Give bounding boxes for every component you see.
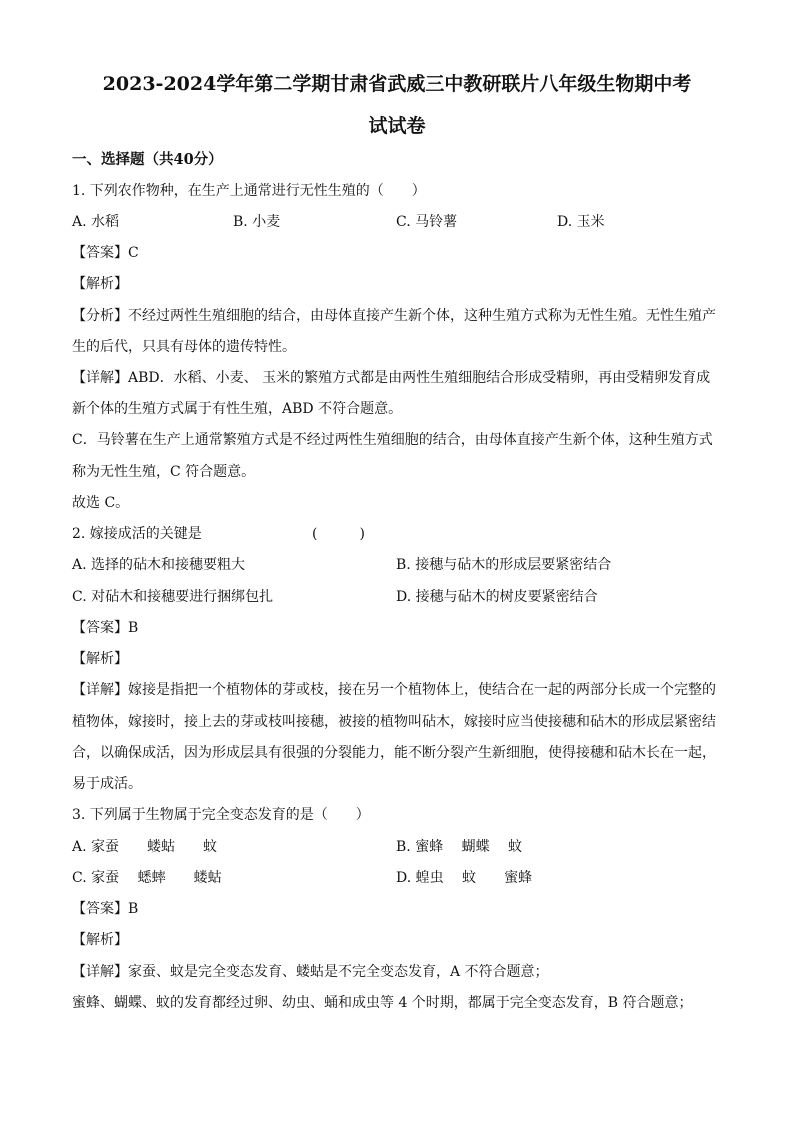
section-heading: 一、选择题（共40分） xyxy=(72,151,223,168)
q3-option-c: C. 家蚕 蟋蟀 蝼蛄 xyxy=(72,870,222,886)
q2-paren: ( ) xyxy=(312,526,365,542)
q2-answer: 【答案】B xyxy=(72,620,139,636)
q1-detail-line-4: 称为无性生殖，C 符合题意。 xyxy=(72,464,256,480)
q1-answer: 【答案】C xyxy=(72,245,139,261)
q1-detail-line-3: C．马铃薯在生产上通常繁殖方式是不经过两性生殖细胞的结合，由母体直接产生新个体，这种生殖方式 xyxy=(72,432,713,448)
q3-answer: 【答案】B xyxy=(72,901,139,917)
q2-option-a: A. 选择的砧木和接穗要粗大 xyxy=(72,557,246,573)
question-2-stem: 2. 嫁接成活的关键是 xyxy=(72,526,202,542)
q3-option-d: D. 蝗虫 蚊 蜜蜂 xyxy=(396,870,533,886)
document-title-line-1: 2023-2024学年第二学期甘肃省武威三中教研联片八年级生物期中考 xyxy=(102,73,692,95)
q2-option-d: D. 接穗与砧木的树皮要紧密结合 xyxy=(396,589,598,605)
q1-fenxi-line-2: 生的后代，只具有母体的遗传特性。 xyxy=(72,339,296,355)
question-3-stem: 3. 下列属于生物属于完全变态发育的是（ ） xyxy=(72,807,370,823)
q1-option-d: D. 玉米 xyxy=(557,214,605,230)
q1-detail-line-1: 【详解】ABD．水稻、小麦、 玉米的繁殖方式都是由两性生殖细胞结合形成受精卵，再由受精卵发育成 xyxy=(72,370,711,386)
q2-option-c: C. 对砧木和接穗要进行捆绑包扎 xyxy=(72,589,274,605)
q1-fenxi-line-1: 【分析】不经过两性生殖细胞的结合，由母体直接产生新个体，这种生殖方式称为无性生殖。无性生殖产 xyxy=(72,308,716,324)
q1-analysis-tag: 【解析】 xyxy=(72,276,128,292)
q1-option-b: B. 小麦 xyxy=(233,214,281,230)
q3-detail-line-1: 【详解】家蚕、蚊是完全变态发育、蝼蛄是不完全变态发育，A 不符合题意； xyxy=(72,964,549,980)
question-1-stem: 1. 下列农作物种，在生产上通常进行无性生殖的（ ） xyxy=(72,183,426,199)
q2-detail-line-1: 【详解】嫁接是指把一个植物体的芽或枝，接在另一个植物体上，使结合在一起的两部分长成一个完整的 xyxy=(72,682,716,698)
q3-analysis-tag: 【解析】 xyxy=(72,932,128,948)
q1-detail-line-5: 故选 C。 xyxy=(72,495,130,511)
q2-option-b: B. 接穗与砧木的形成层要紧密结合 xyxy=(396,557,612,573)
q2-analysis-tag: 【解析】 xyxy=(72,651,128,667)
q1-option-c: C. 马铃薯 xyxy=(396,214,458,230)
q3-detail-line-2: 蜜蜂、蝴蝶、蚊的发育都经过卵、幼虫、蛹和成虫等 4 个时期，都属于完全变态发育，B 符合题意； xyxy=(72,995,693,1011)
q1-detail-line-2: 新个体的生殖方式属于有性生殖，ABD 不符合题意。 xyxy=(72,401,403,417)
q1-option-a: A. 水稻 xyxy=(72,214,120,230)
q3-option-a: A. 家蚕 蝼蛄 蚊 xyxy=(72,839,218,855)
q2-detail-line-2: 植物体，嫁接时，接上去的芽或枝叫接穗，被接的植物叫砧木，嫁接时应当使接穗和砧木的形成层紧密结 xyxy=(72,714,716,730)
document-title-line-2: 试试卷 xyxy=(368,115,426,137)
q2-detail-line-3: 合，以确保成活，因为形成层具有很强的分裂能力，能不断分裂产生新细胞，使得接穗和砧木长在一起， xyxy=(72,745,716,761)
q2-detail-line-4: 易于成活。 xyxy=(72,776,142,792)
q3-option-b: B. 蜜蜂 蝴蝶 蚊 xyxy=(396,839,523,855)
